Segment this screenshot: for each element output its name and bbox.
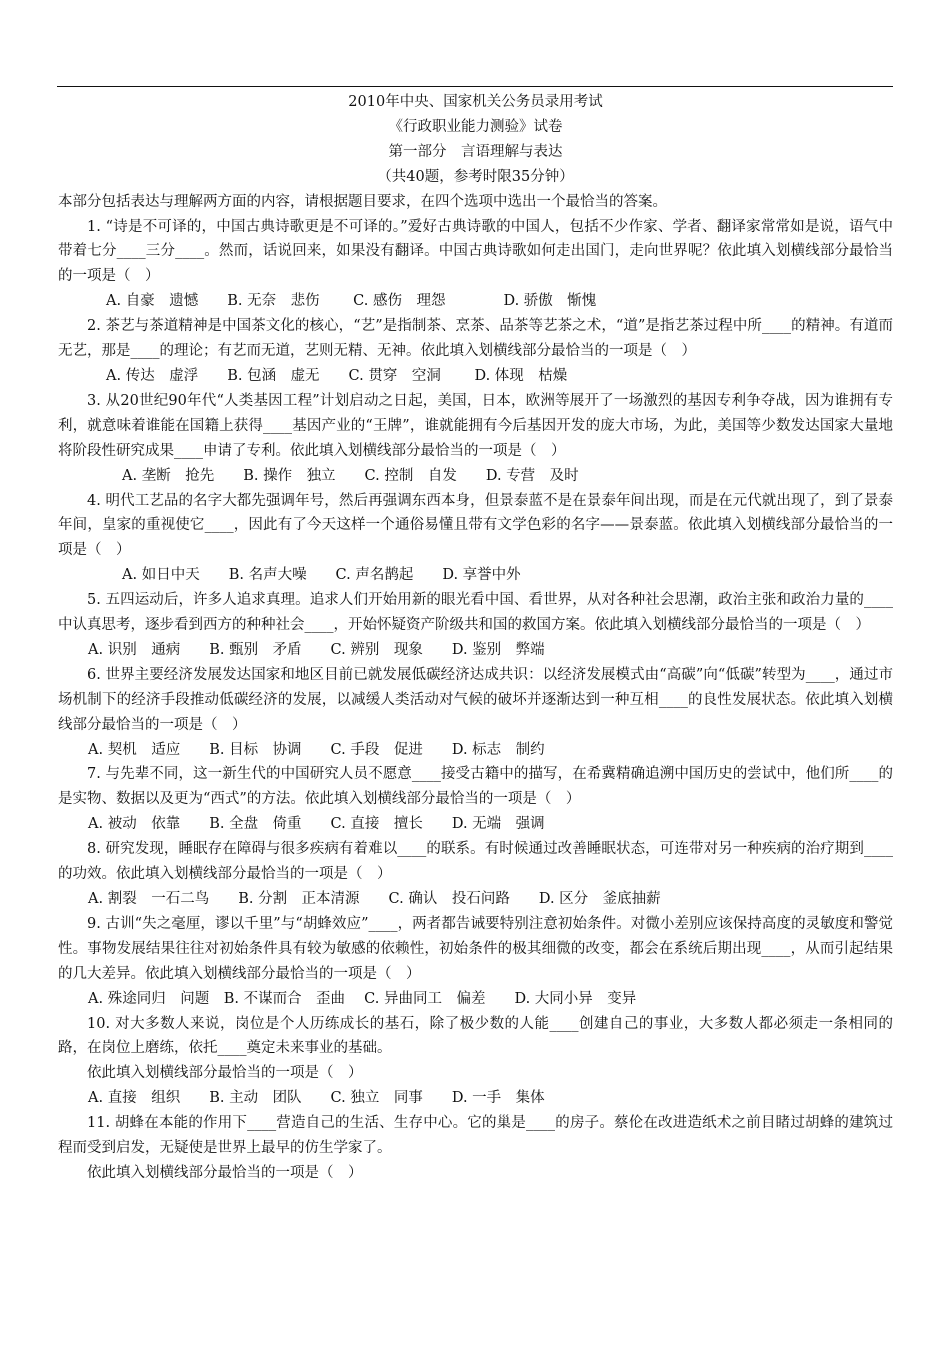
- question-8-options: A. 割裂 一石二鸟 B. 分割 正本清源 C. 确认 投石问路 D. 区分 釜底抽薪: [88, 891, 661, 907]
- question-1-options: A. 自豪 遗憾 B. 无奈 悲伤 C. 感伤 理怨 D. 骄傲 惭愧: [106, 293, 597, 310]
- question-6-options: A. 契机 适应 B. 目标 协调 C. 手段 促进 D. 标志 制约: [88, 741, 545, 758]
- question-11: 11. 胡蜂在本能的作用下____营造自己的生活、生存中心。它的巢是____的房子。蔡伦在改进造纸术之前目睹过胡蜂的建筑过程而受到启发，无疑使是世界上最早的仿生学家了。: [58, 1115, 893, 1157]
- question-3: 3. 从20世纪90年代“人类基因工程”计划启动之日起，美国，日本，欧洲等展开了一场激烈的基因专利争夺战，因为谁拥有专利，就意味着谁能在国籍上获得____基因产业的“王牌”，谁就能拥有今后基因开发的庞大市场，为此，美国等少数发达国家大量地将阶段性研究成果____申请了专利。依此填入划横线部分最恰当的一项是（ ）: [58, 392, 893, 459]
- question-11-prompt: 依此填入划横线部分最恰当的一项是（ ）: [87, 1164, 363, 1181]
- question-4-options: A. 如日中天 B. 名声大噪 C. 声名鹊起 D. 享誉中外: [122, 567, 521, 584]
- exam-title: 2010年中央、国家机关公务员录用考试: [348, 94, 603, 110]
- question-8: 8. 研究发现，睡眠存在障碍与很多疾病有着难以____的联系。有时候通过改善睡眠状态，可连带对另一种疾病的治疗期到____的功效。依此填入划横线部分最恰当的一项是（ ）: [58, 841, 893, 883]
- part-heading: 第一部分 言语理解与表达: [388, 143, 563, 160]
- question-5: 5. 五四运动后，许多人追求真理。追求人们开始用新的眼光看中国、看世界，从对各种社会思潮，政治主张和政治力量的____中认真思考，逐步看到西方的种种社会____，开始怀疑资产阶级共和国的救国方案。依此填入划横线部分最恰当的一项是（ ）: [58, 592, 893, 634]
- question-4: 4. 明代工艺品的名字大都先强调年号，然后再强调东西本身，但景泰蓝不是在景泰年间出现，而是在元代就出现了，到了景泰年间，皇家的重视使它____，因此有了今天这样一个通俗易懂且带有文学色彩的名字——景泰蓝。依此填入划横线部分最恰当的一项是（ ）: [58, 492, 893, 559]
- question-10-prompt: 依此填入划横线部分最恰当的一项是（ ）: [87, 1065, 363, 1082]
- question-1: 1. “诗是不可译的，中国古典诗歌更是不可译的。”爱好古典诗歌的中国人，包括不少作家、学者、翻译家常常如是说，语气中带着七分____三分____。然而，话说回来，如果没有翻译。中国古典诗歌如何走出国门，走向世界呢？依此填入划横线部分最恰当的一项是（ ）: [58, 218, 893, 285]
- question-2-options: A. 传达 虚浮 B. 包涵 虚无 C. 贯穿 空洞 D. 体现 枯燥: [106, 367, 568, 384]
- question-7-options: A. 被动 依靠 B. 全盘 倚重 C. 直接 擅长 D. 无端 强调: [88, 816, 545, 833]
- top-rule: [57, 86, 893, 87]
- question-5-options: A. 识别 通病 B. 甄别 矛盾 C. 辨别 现象 D. 鉴别 弊端: [88, 641, 545, 658]
- question-9-options: A. 殊途同归 问题 B. 不谋而合 歪曲 C. 异曲同工 偏差 D. 大同小异 变异: [88, 990, 637, 1007]
- question-10: 10. 对大多数人来说，岗位是个人历练成长的基石，除了极少数的人能____创建自己的事业，大多数人都必须走一条相同的路，在岗位上磨练，依托____奠定未来事业的基础。: [58, 1015, 893, 1057]
- time-note: （共40题，参考时限35分钟）: [377, 168, 574, 185]
- question-3-options: A. 垄断 抢先 B. 操作 独立 C. 控制 自发 D. 专营 及时: [122, 467, 579, 484]
- exam-page: [58, 90, 893, 1186]
- exam-subtitle: 《行政职业能力测验》试卷: [388, 118, 563, 135]
- question-2: 2. 茶艺与茶道精神是中国茶文化的核心，“艺”是指制茶、烹茶、品茶等艺茶之术，“道”是指艺茶过程中所____的精神。有道而无艺，那是____的理论；有艺而无道，艺则无精、无神。依此填入划横线部分最恰当的一项是（ ）: [58, 318, 893, 360]
- question-10-options: A. 直接 组织 B. 主动 团队 C. 独立 同事 D. 一手 集体: [88, 1090, 545, 1107]
- question-9: 9. 古训“失之毫厘，谬以千里”与“胡蜂效应”____，两者都告诫要特别注意初始条件。对微小差别应该保持高度的灵敏度和警觉性。事物发展结果往往对初始条件具有较为敏感的依赖性，初始条件的极其细微的改变，都会在系统后期出现____，从而引起结果的几大差异。依此填入划横线部分最恰当的一项是（ ）: [58, 915, 893, 982]
- question-6: 6. 世界主要经济发展发达国家和地区目前已就发展低碳经济达成共识：以经济发展模式由“高碳”向“低碳”转型为____，通过市场机制下的经济手段推动低碳经济的发展，以减缓人类活动对气候的破坏并逐渐达到一种互相____的良性发展状态。依此填入划横线部分最恰当的一项是（ ）: [58, 666, 893, 733]
- question-7: 7. 与先辈不同，这一新生代的中国研究人员不愿意____接受古籍中的描写，在希冀精确追溯中国历史的尝试中，他们所____的是实物、数据以及更为“西式”的方法。依此填入划横线部分最恰当的一项是（ ）: [58, 766, 893, 808]
- section-intro: 本部分包括表达与理解两方面的内容，请根据题目要求，在四个选项中选出一个最恰当的答案。: [58, 193, 667, 210]
